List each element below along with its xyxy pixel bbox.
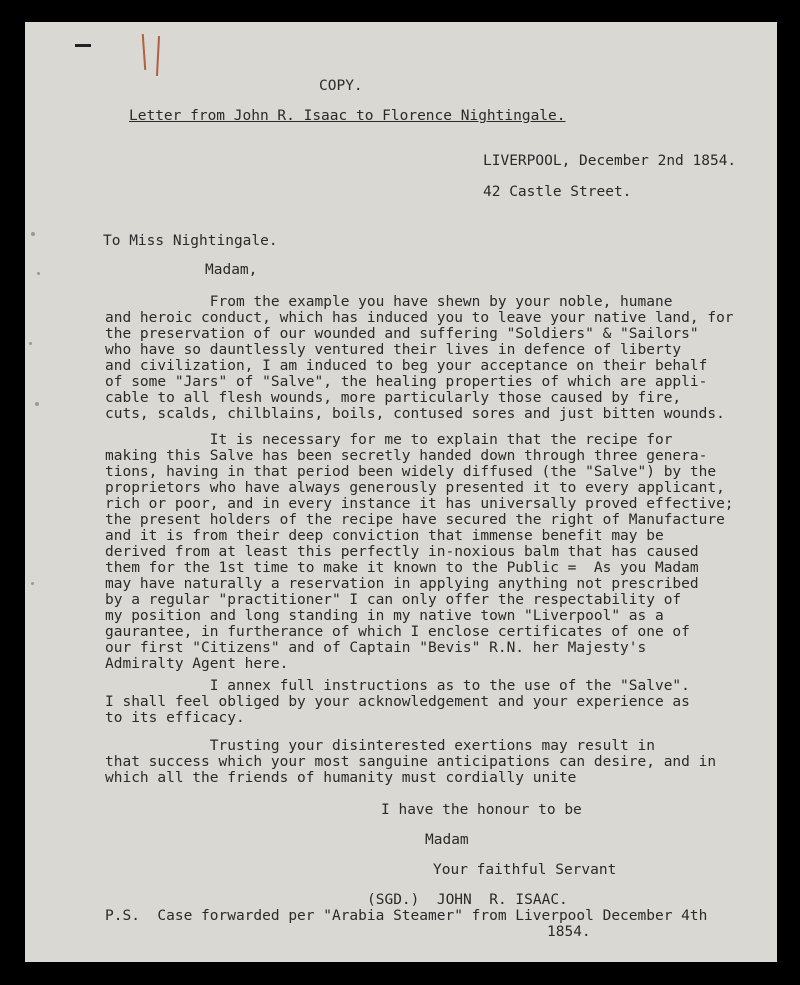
recipient-line: To Miss Nightingale. — [103, 233, 278, 249]
paragraph-line: and it is from their deep conviction that immense benefit may be — [105, 528, 664, 544]
paragraph-line: rich or poor, and in every instance it has universally proved effective; — [105, 496, 734, 512]
paragraph-line: derived from at least this perfectly in-noxious balm that has caused — [105, 544, 699, 560]
paragraph-line: of some "Jars" of "Salve", the healing properties of which are appli- — [105, 374, 708, 390]
paragraph-line: them for the 1st time to make it known to the Public = As you Madam — [105, 560, 699, 576]
letter-page — [25, 22, 777, 962]
paragraph-line: by a regular "practitioner" I can only offer the respectability of — [105, 592, 682, 608]
postscript-line: 1854. — [547, 924, 591, 940]
postscript-line: P.S. Case forwarded per "Arabia Steamer" from Liverpool December 4th — [105, 908, 708, 924]
paragraph-line: and heroic conduct, which has induced you to leave your native land, for — [105, 310, 734, 326]
paragraph-line: which all the friends of humanity must cordially unite — [105, 770, 577, 786]
paragraph-line: It is necessary for me to explain that the recipe for — [105, 432, 673, 448]
paper-speck — [31, 232, 35, 236]
ink-mark — [75, 44, 91, 47]
paragraph-line: proprietors who have always generously presented it to every applicant, — [105, 480, 725, 496]
paragraph-line: From the example you have shewn by your noble, humane — [105, 294, 673, 310]
street-address: 42 Castle Street. — [483, 184, 632, 200]
signature-line: (SGD.) JOHN R. ISAAC. — [367, 892, 568, 908]
paragraph-line: cable to all flesh wounds, more particularly those caused by fire, — [105, 390, 682, 406]
paragraph-line: Admiralty Agent here. — [105, 656, 289, 672]
paragraph-2 — [105, 432, 734, 672]
paragraph-line: our first "Citizens" and of Captain "Bevis" R.N. her Majesty's — [105, 640, 647, 656]
rust-mark — [156, 36, 160, 76]
paragraph-line: may have naturally a reservation in applying anything not prescribed — [105, 576, 699, 592]
paragraph-line: cuts, scalds, chilblains, boils, contused sores and just bitten wounds. — [105, 406, 725, 422]
closing-honour: I have the honour to be — [381, 802, 582, 818]
paragraph-line: the present holders of the recipe have secured the right of Manufacture — [105, 512, 725, 528]
paragraph-3 — [105, 678, 690, 726]
paragraph-line: who have so dauntlessly ventured their lives in defence of liberty — [105, 342, 682, 358]
paragraph-line: making this Salve has been secretly handed down through three genera- — [105, 448, 708, 464]
paragraph-line: Trusting your disinterested exertions may result in — [105, 738, 655, 754]
rust-mark — [142, 34, 147, 70]
paragraph-line: the preservation of our wounded and suffering "Soldiers" & "Sailors" — [105, 326, 699, 342]
paragraph-line: gaurantee, in furtherance of which I enclose certificates of one of — [105, 624, 690, 640]
place-date: LIVERPOOL, December 2nd 1854. — [483, 153, 737, 169]
paragraph-line: my position and long standing in my native town "Liverpool" as a — [105, 608, 664, 624]
paragraph-1 — [105, 294, 734, 422]
paper-speck — [35, 402, 39, 406]
paper-speck — [29, 342, 32, 345]
copy-heading: COPY. — [319, 78, 363, 94]
salutation: Madam, — [205, 262, 258, 278]
paragraph-line: to its efficacy. — [105, 710, 245, 726]
paragraph-line: tions, having in that period been widely diffused (the "Salve") by the — [105, 464, 717, 480]
paper-speck — [37, 272, 40, 275]
paragraph-line: I shall feel obliged by your acknowledgement and your experience as — [105, 694, 690, 710]
paragraph-line: that success which your most sanguine anticipations can desire, and in — [105, 754, 717, 770]
closing-servant: Your faithful Servant — [433, 862, 617, 878]
paragraph-line: and civilization, I am induced to beg your acceptance on their behalf — [105, 358, 708, 374]
paragraph-4 — [105, 738, 716, 786]
closing-madam: Madam — [425, 832, 469, 848]
letter-title: Letter from John R. Isaac to Florence Nightingale. — [129, 108, 566, 124]
paper-speck — [31, 582, 34, 585]
paragraph-line: I annex full instructions as to the use of the "Salve". — [105, 678, 690, 694]
